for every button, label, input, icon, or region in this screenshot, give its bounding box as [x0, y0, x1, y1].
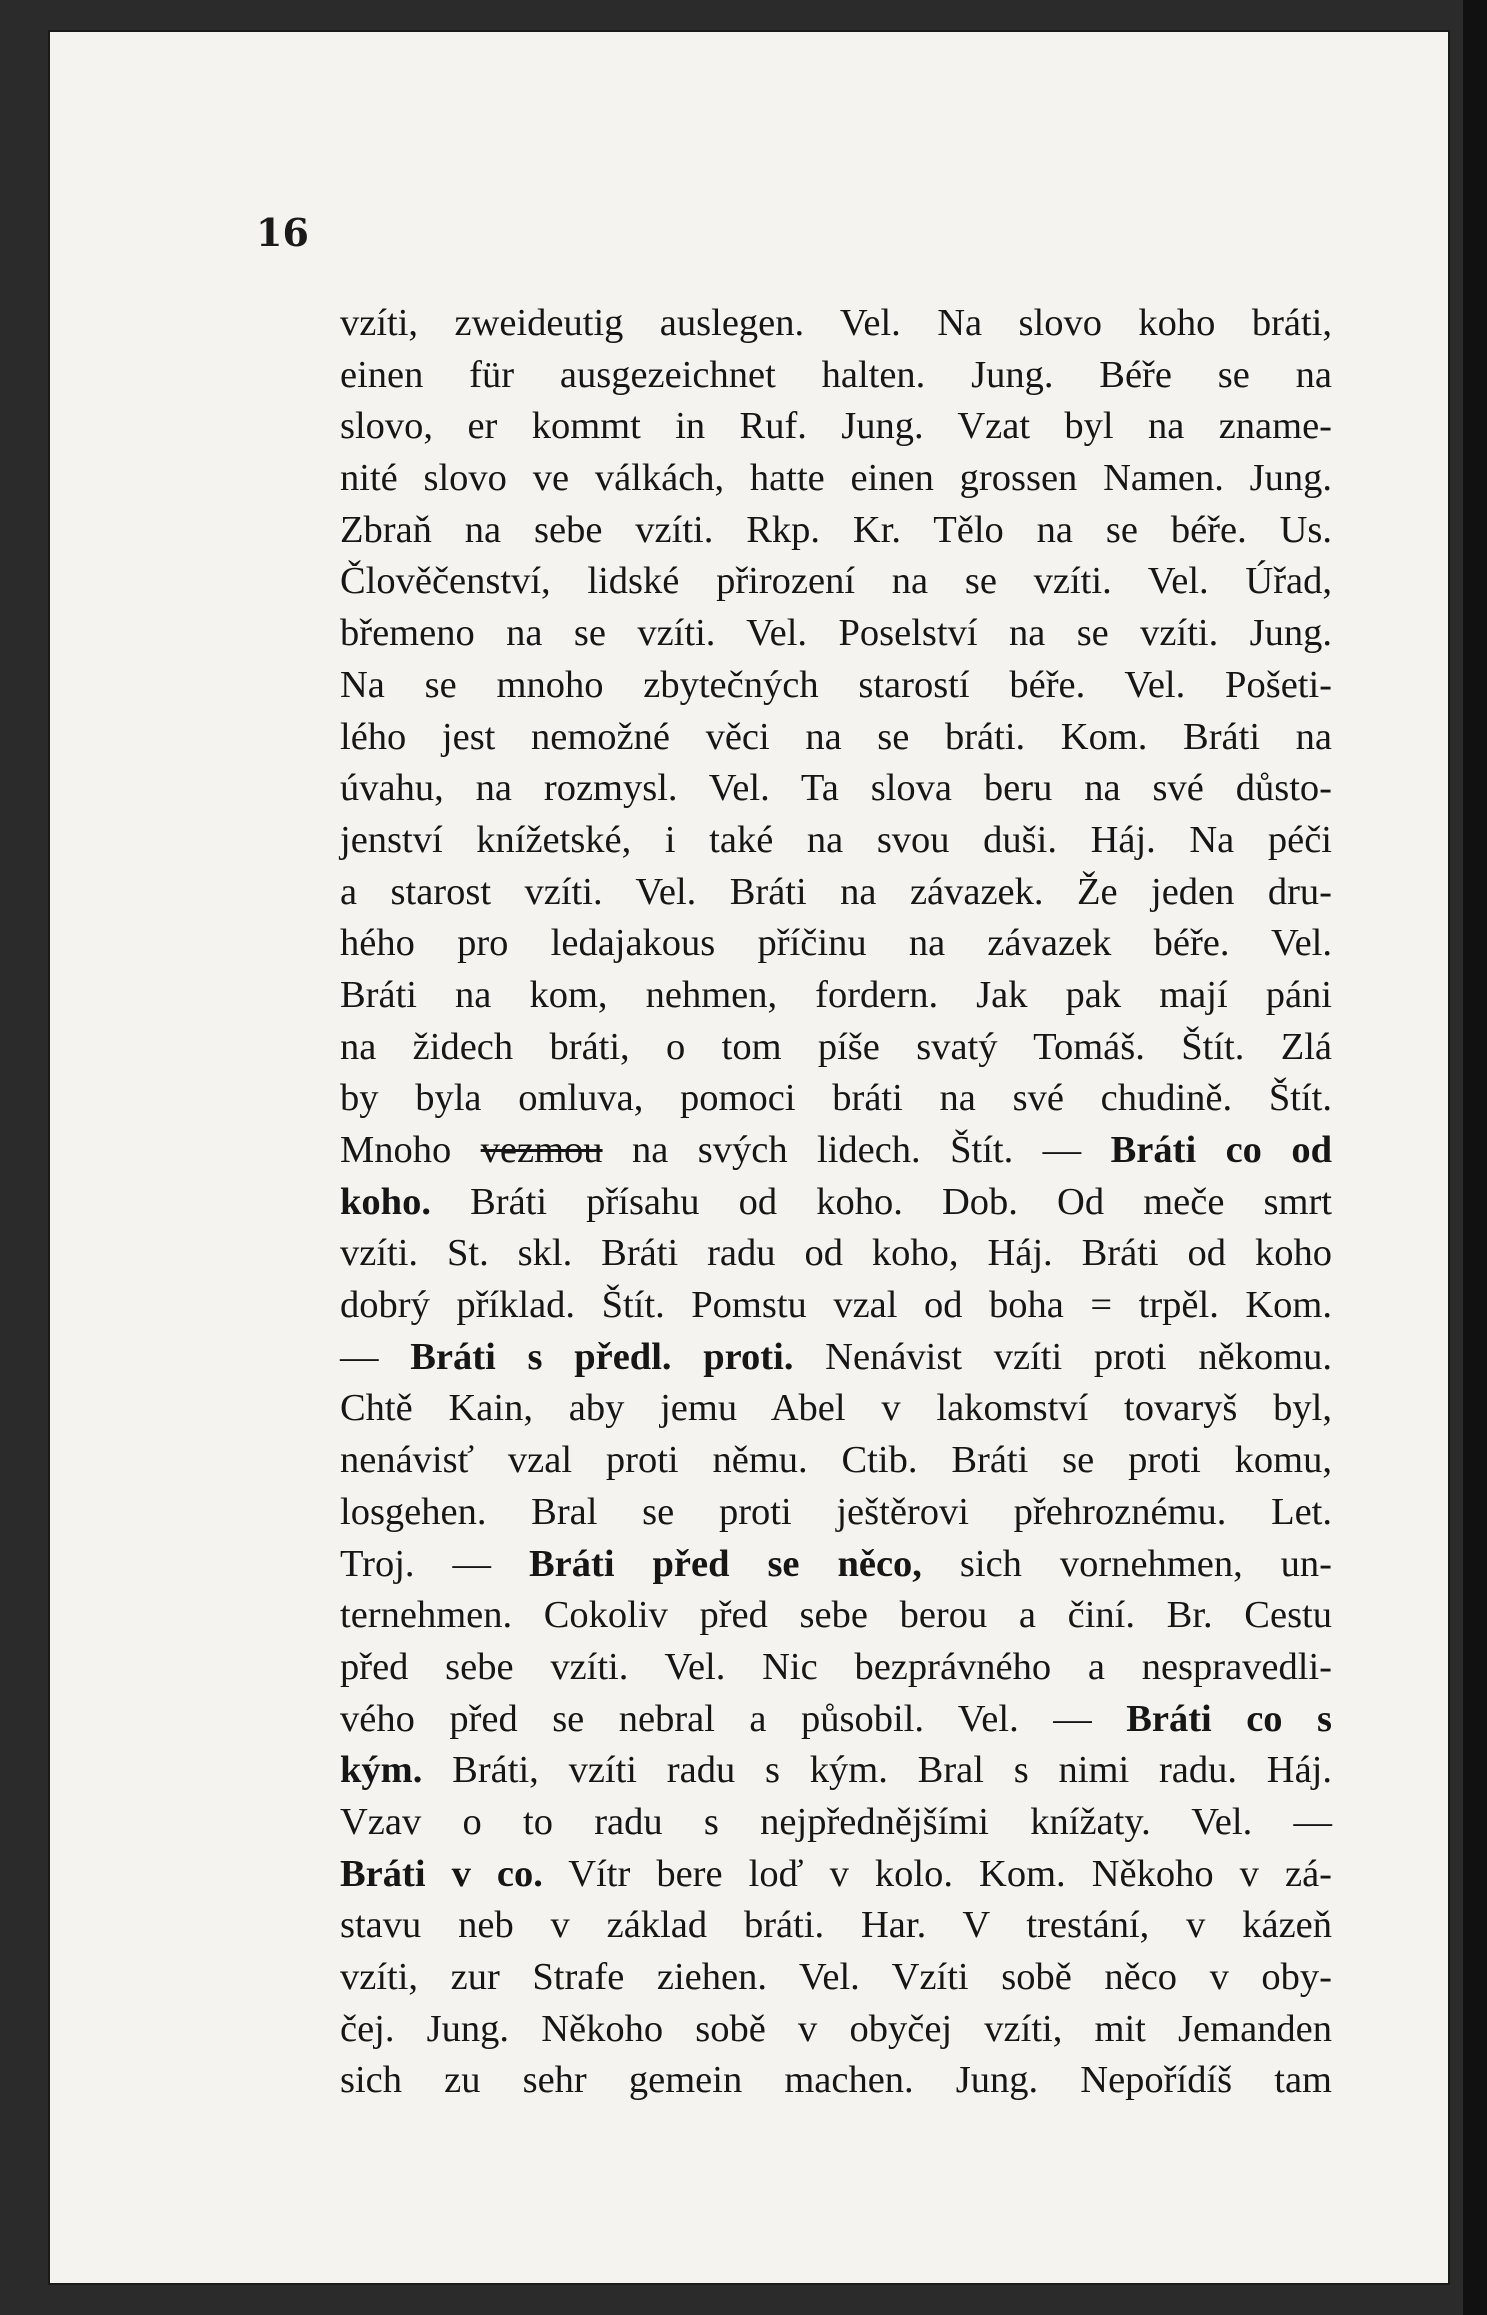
text-line — [340, 298, 1332, 350]
text-line — [340, 763, 1332, 815]
text-run: břemeno na se vzíti. Vel. Poselství na se vzíti. Jung. — [340, 612, 1332, 655]
text-run: Mnoho — [340, 1129, 481, 1171]
text-run: sich zu sehr gemein machen. Jung. Nepořídíš tam — [340, 2059, 1332, 2102]
text-run: před sebe vzíti. Vel. Nic bezprávného a nespravedli- — [340, 1645, 1332, 1688]
text-run: Nenávist vzíti proti někomu. — [793, 1335, 1333, 1378]
text-line — [340, 350, 1332, 402]
text-run: hého pro ledajakous příčinu na závazek béře. Vel. — [340, 922, 1332, 965]
text-line — [340, 867, 1332, 919]
bold-heading-run: Bráti v co. — [340, 1852, 543, 1895]
text-run: a starost vzíti. Vel. Bráti na závazek. Že jeden dru- — [340, 870, 1332, 913]
text-line — [340, 1125, 1332, 1177]
bold-heading-run: Bráti co s — [1126, 1697, 1332, 1740]
text-run: Zbraň na sebe vzíti. Rkp. Kr. Tělo na se béře. Us. — [340, 508, 1332, 551]
text-run: nenávisť vzal proti němu. Ctib. Bráti se proti komu, — [340, 1439, 1332, 1482]
text-run: čej. Jung. Někoho sobě v obyčej vzíti, mit Jemanden — [340, 2007, 1332, 2050]
bold-heading-run: Bráti před se něco, — [528, 1542, 922, 1585]
scan-edge — [1463, 0, 1487, 2315]
text-line — [340, 1177, 1332, 1229]
text-line — [340, 1332, 1332, 1384]
text-run: losgehen. Bral se proti ještěrovi přehroznému. Let. — [340, 1490, 1332, 1533]
text-line — [340, 1435, 1332, 1487]
text-line — [340, 660, 1332, 712]
text-run: na židech bráti, o tom píše svatý Tomáš. Štít. Zlá — [340, 1025, 1332, 1068]
text-line — [340, 1590, 1332, 1642]
bold-heading-run: Bráti co od — [1110, 1129, 1333, 1171]
text-run: sich vornehmen, un- — [921, 1542, 1332, 1585]
text-line — [340, 1952, 1332, 2004]
text-run: — — [340, 1335, 411, 1378]
text-line — [340, 918, 1332, 970]
text-run: by byla omluva, pomoci bráti na své chudině. Štít. — [340, 1077, 1332, 1120]
text-line — [340, 1022, 1332, 1074]
text-line — [340, 1849, 1332, 1901]
text-line — [340, 556, 1332, 608]
text-run: Bráti, vzíti radu s kým. Bral s nimi radu. Háj. — [422, 1749, 1332, 1792]
text-line — [340, 1745, 1332, 1797]
page-number: 16 — [256, 210, 309, 255]
text-line — [340, 608, 1332, 660]
text-line — [340, 1073, 1332, 1125]
text-run: vzíti, zweideutig auslegen. Vel. Na slovo koho bráti, — [340, 302, 1332, 344]
text-line — [340, 815, 1332, 867]
text-run: jenství knížetské, i také na svou duši. Háj. Na péči — [340, 818, 1332, 861]
text-run: Vítr bere loď v kolo. Kom. Někoho v zá- — [542, 1852, 1332, 1895]
text-run: ternehmen. Cokoliv před sebe berou a činí. Br. Cestu — [340, 1594, 1332, 1637]
body-text — [340, 298, 1332, 2107]
text-run: vzíti. St. skl. Bráti radu od koho, Háj. Bráti od koho — [340, 1232, 1332, 1275]
text-run: lého jest nemožné věci na se bráti. Kom. Bráti na — [340, 715, 1332, 758]
struck-word: vezmou — [480, 1129, 603, 1171]
text-line — [340, 1642, 1332, 1694]
text-line — [340, 2055, 1332, 2107]
text-line — [340, 1900, 1332, 1952]
text-run: dobrý příklad. Štít. Pomstu vzal od boha = trpěl. Kom. — [340, 1284, 1332, 1327]
book-page — [48, 30, 1450, 2285]
text-line — [340, 401, 1332, 453]
text-line — [340, 453, 1332, 505]
text-run: Bráti na kom, nehmen, fordern. Jak pak mají páni — [340, 973, 1332, 1016]
text-line — [340, 505, 1332, 557]
text-run: nité slovo ve válkách, hatte einen grossen Namen. Jung. — [340, 457, 1332, 500]
text-run: vého před se nebral a působil. Vel. — — [340, 1697, 1127, 1740]
text-run: na svých lidech. Štít. — — [602, 1129, 1111, 1171]
text-line — [340, 1487, 1332, 1539]
text-run: Člověčenství, lidské přirození na se vzíti. Vel. Úřad, — [340, 560, 1332, 603]
text-line — [340, 1228, 1332, 1280]
text-line — [340, 1539, 1332, 1591]
bold-heading-run: Bráti s předl. proti. — [410, 1335, 794, 1378]
text-run: Chtě Kain, aby jemu Abel v lakomství tovaryš byl, — [340, 1387, 1332, 1430]
bold-heading-run: koho. — [340, 1180, 431, 1223]
text-run: einen für ausgezeichnet halten. Jung. Béře se na — [340, 353, 1332, 396]
text-run: slovo, er kommt in Ruf. Jung. Vzat byl na zname- — [340, 405, 1332, 448]
text-line — [340, 1383, 1332, 1435]
bold-heading-run: kým. — [340, 1749, 423, 1792]
text-run: vzíti, zur Strafe ziehen. Vel. Vzíti sobě něco v oby- — [340, 1956, 1332, 1998]
text-run: úvahu, na rozmysl. Vel. Ta slova beru na své důsto- — [340, 767, 1332, 810]
text-run: Bráti přísahu od koho. Dob. Od meče smrt — [430, 1180, 1332, 1223]
text-line — [340, 712, 1332, 764]
text-line — [340, 1694, 1332, 1746]
text-line — [340, 1797, 1332, 1849]
text-run: Vzav o to radu s nejpřednějšími knížaty. Vel. — — [340, 1800, 1332, 1843]
text-run: Na se mnoho zbytečných starostí béře. Vel. Pošeti- — [340, 663, 1332, 706]
text-run: stavu neb v základ bráti. Har. V trestání, v kázeň — [340, 1904, 1332, 1947]
text-line — [340, 2004, 1332, 2056]
text-line — [340, 1280, 1332, 1332]
text-run: Troj. — — [340, 1542, 529, 1585]
text-line — [340, 970, 1332, 1022]
